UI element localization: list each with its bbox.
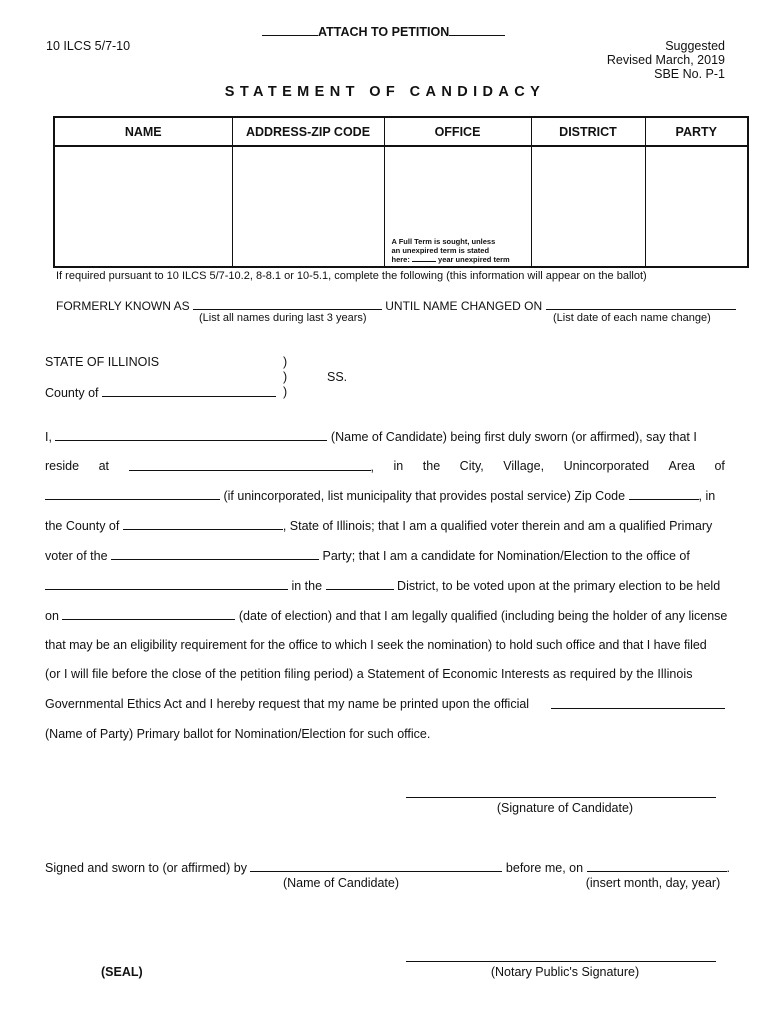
sworn-row <box>45 860 730 875</box>
oath-line-8: that may be an eligibility requirement for the office to which I seek the nomination) to hold such office and that I have filed <box>45 638 707 652</box>
column-header-address: ADDRESS-ZIP CODE <box>232 117 384 146</box>
the-word: the <box>422 459 441 473</box>
at-word: at <box>98 459 109 473</box>
area-word: Area <box>668 459 695 473</box>
oath-line-6-text: District, to be voted upon at the primary election to be held <box>397 579 721 593</box>
oath-line-10 <box>45 697 725 713</box>
county-row <box>45 385 276 400</box>
party-cell[interactable] <box>645 146 748 267</box>
form-number: SBE No. P-1 <box>654 67 725 81</box>
oath-line-2 <box>45 459 725 475</box>
office-name-field[interactable] <box>45 578 288 590</box>
oath-line-10-text: Governmental Ethics Act and I hereby request that my name be printed upon the official <box>45 697 530 711</box>
zip-code-field[interactable] <box>629 488 699 500</box>
attach-left-rule <box>262 24 318 36</box>
fka-label: FORMERLY KNOWN AS <box>56 299 190 313</box>
candidate-signature-line[interactable] <box>406 797 716 798</box>
notary-signature-caption: (Notary Public's Signature) <box>490 965 640 979</box>
of-word: of <box>714 459 725 473</box>
suggested-label: Suggested <box>665 39 725 53</box>
attach-right-rule <box>449 24 505 36</box>
note-here-label: here: <box>391 255 410 264</box>
oath-line-3 <box>45 488 725 504</box>
column-header-office: OFFICE <box>384 117 531 146</box>
page-title: STATEMENT OF CANDIDACY <box>224 84 546 100</box>
sworn-date-field[interactable] <box>587 860 727 872</box>
oath-line-1 <box>45 429 725 445</box>
residence-comma: , <box>370 460 374 474</box>
column-header-name: NAME <box>54 117 232 146</box>
reside-word: reside <box>45 459 80 473</box>
oath-line-5 <box>45 548 725 564</box>
party-name-field[interactable] <box>111 548 319 560</box>
voter-of-the-label: voter of the <box>45 549 108 563</box>
unexpired-years-blank[interactable] <box>412 255 436 262</box>
seal-label: (SEAL) <box>101 965 143 979</box>
venue-bracket-1: ) <box>283 355 288 369</box>
attach-to-petition-heading <box>262 24 505 39</box>
column-header-district: DISTRICT <box>531 117 645 146</box>
district-field[interactable] <box>326 578 394 590</box>
until-caption: (List date of each name change) <box>553 312 711 324</box>
sworn-candidate-name-field[interactable] <box>250 860 502 872</box>
election-date-field[interactable] <box>62 608 235 620</box>
village-word: Village, <box>503 459 545 473</box>
sworn-name-caption: (Name of Candidate) <box>282 876 400 890</box>
on-label: on <box>45 609 59 623</box>
name-cell[interactable] <box>54 146 232 267</box>
oath-line-4-text: , State of Illinois; that I am a qualified voter therein and am a qualified Primary <box>282 519 713 533</box>
county-of-label: the County of <box>45 519 120 533</box>
sworn-date-caption: (insert month, day, year) <box>585 876 721 890</box>
sworn-period: . <box>726 861 731 875</box>
table-entry-row <box>54 146 748 267</box>
full-term-note-line-1: A Full Term is sought, unless <box>391 237 496 246</box>
name-change-date-field[interactable] <box>546 298 736 310</box>
notary-signature-line[interactable] <box>406 961 716 962</box>
former-name-note: If required pursuant to 10 ILCS 5/7-10.2, 8-8.1 or 10-5.1, complete the following (this information will appear on the ballot) <box>56 270 647 282</box>
table-header-row <box>54 117 748 146</box>
candidate-info-table <box>53 116 749 268</box>
oath-line-9: (or I will file before the close of the petition filing period) a Statement of Economic Interests as required by the Illinois <box>45 667 693 681</box>
fka-caption: (List all names during last 3 years) <box>199 312 367 324</box>
in-word: in <box>393 459 404 473</box>
oath-line-1-text: (Name of Candidate) being first duly sworn (or affirmed), say that I <box>330 430 697 444</box>
oath-line-11: (Name of Party) Primary ballot for Nomination/Election for such office. <box>45 727 431 741</box>
attach-label: ATTACH TO PETITION <box>318 25 450 39</box>
venue-bracket-2: ) <box>283 370 288 384</box>
oath-i: I, <box>45 430 52 444</box>
until-label: UNTIL NAME CHANGED ON <box>385 299 543 313</box>
oath-line-4 <box>45 518 725 534</box>
residence-county-field[interactable] <box>123 518 283 530</box>
state-of-illinois: STATE OF ILLINOIS <box>45 355 160 369</box>
sworn-label: Signed and sworn to (or affirmed) by <box>45 861 247 875</box>
residence-group <box>129 459 374 475</box>
form-revision-block <box>607 39 725 81</box>
revised-date: Revised March, 2019 <box>606 53 725 67</box>
full-term-note <box>385 237 531 266</box>
residence-address-field[interactable] <box>129 459 371 471</box>
ss-label: SS. <box>327 370 348 384</box>
full-term-note-line-3 <box>392 255 531 264</box>
county-label: County of <box>45 386 99 400</box>
in-the-label: in the <box>291 579 323 593</box>
municipality-field[interactable] <box>45 488 220 500</box>
venue-bracket-3: ) <box>283 385 288 399</box>
oath-line-6 <box>45 578 725 594</box>
address-cell[interactable] <box>232 146 384 267</box>
candidate-signature-caption: (Signature of Candidate) <box>496 801 634 815</box>
candidate-name-field[interactable] <box>55 429 327 441</box>
unincorporated-word: Unincorporated <box>563 459 650 473</box>
statute-reference: 10 ILCS 5/7-10 <box>46 39 131 53</box>
note-year-label: year unexpired term <box>438 255 510 264</box>
ballot-party-field[interactable] <box>551 697 725 709</box>
column-header-party: PARTY <box>645 117 748 146</box>
county-field[interactable] <box>102 385 276 397</box>
fka-field[interactable] <box>193 298 382 310</box>
before-me-label: before me, on <box>505 861 584 875</box>
city-word: City, <box>459 459 484 473</box>
district-cell[interactable] <box>531 146 645 267</box>
oath-line-3-end: , in <box>698 489 716 503</box>
office-cell[interactable] <box>384 146 531 267</box>
oath-line-5-text: Party; that I am a candidate for Nomination/Election to the office of <box>322 549 690 563</box>
oath-line-3-text: (if unincorporated, list municipality that provides postal service) Zip Code <box>223 489 626 503</box>
former-name-row <box>56 298 736 313</box>
oath-line-7 <box>45 608 728 624</box>
oath-line-7-text: (date of election) and that I am legally qualified (including being the holder of any license <box>238 609 728 623</box>
full-term-note-line-2: an unexpired term is stated <box>391 246 490 255</box>
